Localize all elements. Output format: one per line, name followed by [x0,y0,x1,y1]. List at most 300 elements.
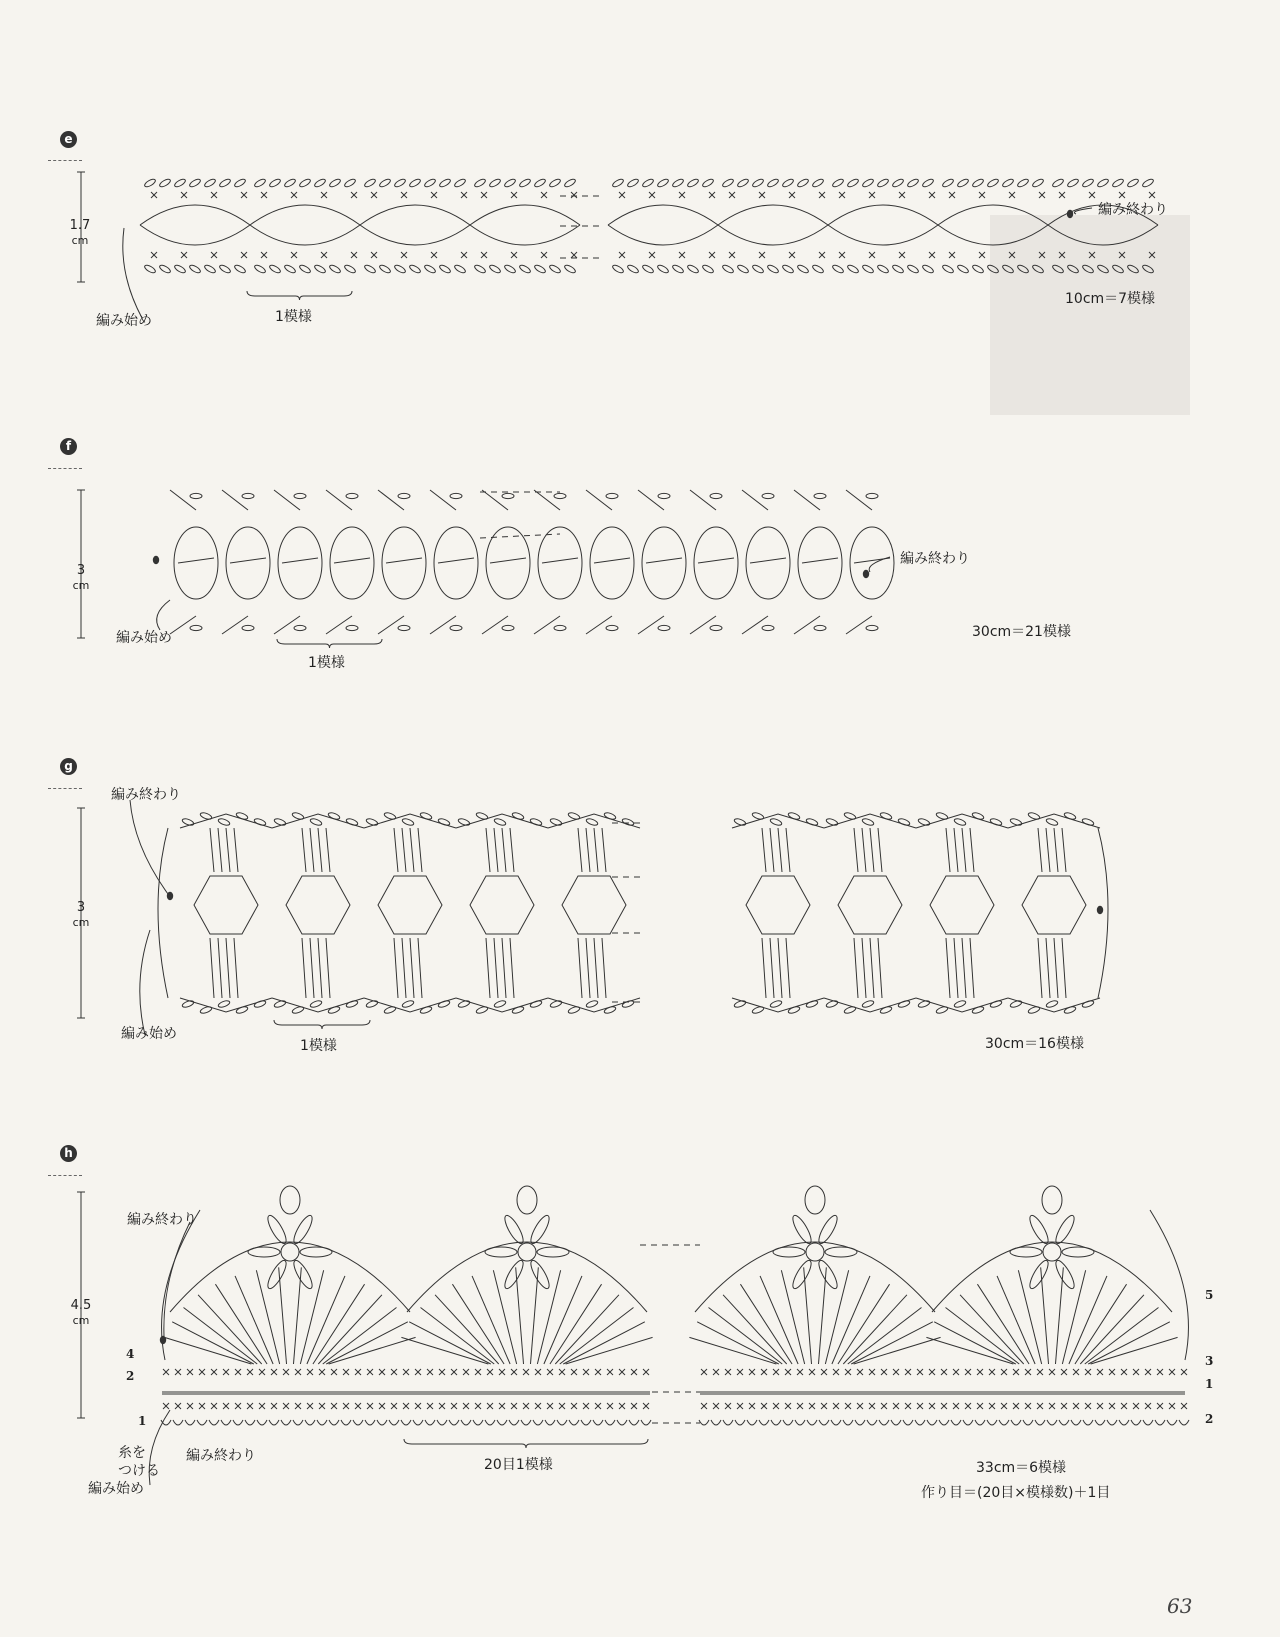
section-g-stitch [502,938,506,998]
section-h-attach-label-2: つける [118,1463,160,1479]
section-h-picot [569,1420,579,1425]
section-f-stitch [222,490,248,510]
section-f-end-label: 編み終わり [900,551,970,567]
section-g-stitch [962,938,966,998]
section-e-height [64,218,96,248]
section-h-picot [437,1420,447,1425]
section-g-hex [286,876,350,934]
section-g-chain [475,1006,488,1015]
section-h-fan-stitch [560,1308,634,1364]
section-f-chain [866,625,878,630]
section-e-picot [657,264,670,275]
section-e-picot [269,264,282,275]
section-f-chain [814,493,826,498]
section-h-fan-stitch [421,1308,495,1364]
section-g-arc [732,814,824,828]
section-e-picot [657,178,670,189]
section-h-picot [605,1420,615,1425]
section-h-fan-stitch [566,1337,653,1364]
section-g-chain [365,1000,378,1009]
section-g-chain [879,812,892,821]
section-e-picot [519,264,532,275]
section-e-picot [767,178,780,189]
section-g-stitch [218,828,222,872]
section-h-picot [425,1420,435,1425]
section-g-stitch [318,938,322,998]
section-h-picot [281,1420,291,1425]
section-g-arc [824,998,916,1012]
section-g-chain [291,812,304,821]
section-g-hex [746,876,810,934]
section-g-height-value: 3 [76,900,86,915]
section-g-chain [419,1006,432,1015]
section-e-picot [847,264,860,275]
section-g-chain [567,1006,580,1015]
section-e-picot [284,264,297,275]
section-g-stitch [870,938,874,998]
section-e-badge: e [60,131,77,148]
section-e-picot [254,178,267,189]
section-g-repeat-label: 1模様 [300,1038,337,1054]
section-g-arc [824,814,916,828]
section-g-chain [805,818,818,827]
section-g-arc [1008,814,1100,828]
section-h-fan-arc [932,1242,1172,1312]
section-g-chain [419,812,432,821]
section-h-row-4-left: 4 [126,1347,135,1361]
section-e-picot [219,178,232,189]
section-e-arch [938,205,1048,225]
section-g-stitch [578,828,582,872]
section-g-stitch [510,938,514,998]
section-h-picot [927,1420,937,1425]
section-e-start-leader [123,228,142,318]
section-e-picot [1067,178,1080,189]
section-h-fan-stitch [184,1308,258,1364]
section-f-height-value: 3 [76,563,86,578]
section-g-arc [456,998,548,1012]
section-g-arc [456,814,548,828]
section-g-height-unit: cm [72,916,90,929]
section-h-flower-petal [291,1258,316,1291]
section-h-picot [173,1420,183,1425]
section-g-hex [194,876,258,934]
section-h-picot [795,1420,805,1425]
section-g-chain [437,818,450,827]
section-e-picot [627,264,640,275]
section-g-chain [733,1000,746,1009]
section-h-picot [1119,1420,1129,1425]
section-g-stitch [418,938,422,998]
section-h-picot [389,1420,399,1425]
section-h-picot [629,1420,639,1425]
section-e-picot [892,178,905,189]
section-f-stitch [698,558,734,563]
section-h-picot [245,1420,255,1425]
section-f-stitch [794,490,820,510]
section-h-flower-petal [1053,1213,1078,1246]
section-e-picot [862,178,875,189]
section-e-picot [782,178,795,189]
section-e-picot [564,178,577,189]
section-e-picot [254,264,267,275]
section-h-flower-top [280,1186,300,1214]
section-h-picot [699,1420,709,1425]
section-h-fan-stitch [329,1337,416,1364]
section-g-chain [879,1006,892,1015]
section-e-picot [737,264,750,275]
section-g-chain [843,1006,856,1015]
section-e-picot [189,264,202,275]
section-h-fan-stitch [530,1267,538,1364]
section-g-chain [253,1000,266,1009]
section-g-hex [838,876,902,934]
section-g-chain [989,1000,1002,1009]
section-g-chain [567,812,580,821]
section-e-picot [702,178,715,189]
section-h-end-leader [164,1222,190,1336]
section-f-chain [710,493,722,498]
section-f-height [66,563,96,593]
section-e-picot [159,178,172,189]
section-g-stitch [970,828,974,872]
section-f-repeat-label: 1模様 [308,655,345,671]
section-g-chain [953,818,966,827]
section-e-picot [314,178,327,189]
section-g-chain [327,812,340,821]
section-h-flower-petal [300,1247,332,1257]
section-g-chain [1009,1000,1022,1009]
section-h-picot [617,1420,627,1425]
section-g-chain [475,812,488,821]
section-g-chain [529,818,542,827]
section-g-chain [935,1006,948,1015]
section-e-picot [504,178,517,189]
section-h-picot [735,1420,745,1425]
section-f-chain [502,625,514,630]
section-h-formula: 作り目＝(20目×模様数)＋1目 [921,1485,1111,1501]
section-f-gauge: 30cm＝21模様 [972,624,1071,640]
section-h-badge: h [60,1145,77,1162]
section-f-stitch [438,558,474,563]
section-e-arch [828,205,938,225]
section-g-stitch [494,828,498,872]
section-e-picot [549,178,562,189]
section-f-stitch [802,558,838,563]
section-h-flower-center [806,1243,824,1261]
section-h-picot [1059,1420,1069,1425]
section-e-picot [877,178,890,189]
section-e-picot [364,178,377,189]
section-e-picot [549,264,562,275]
section-h-fan-stitch [279,1267,287,1364]
section-f-stitch [334,558,370,563]
section-e-arch [360,205,470,225]
section-g-chain [733,818,746,827]
section-f-stitch [490,558,526,563]
section-h-fan-stitch [409,1322,491,1364]
section-h-picot [1131,1420,1141,1425]
section-e-picot [627,178,640,189]
section-h-end-label-bottom: 編み終わり [186,1448,256,1464]
section-f-chain [658,625,670,630]
section-e-picot [204,264,217,275]
section-g-chain [603,1006,616,1015]
section-g-chain [603,812,616,821]
section-e-picot [474,178,487,189]
section-e-picot [957,264,970,275]
section-f-stitch [646,558,682,563]
section-g-stitch [954,828,958,872]
section-h-picot [867,1420,877,1425]
section-g-stitch [410,938,414,998]
section-h-flower-petal [790,1213,815,1246]
section-f-stitch [586,616,612,634]
section-e-picot [424,178,437,189]
section-g-chain [181,818,194,827]
section-h-fan-stitch [1055,1267,1063,1364]
section-h-flower-petal [265,1258,290,1291]
section-e-picot [394,264,407,275]
section-h-picot [533,1420,543,1425]
section-g-chain [917,818,930,827]
section-g-hex [930,876,994,934]
section-g-chain [897,1000,910,1009]
section-g-chain [235,812,248,821]
section-h-end-label-top: 編み終わり [127,1212,197,1228]
section-h-picot [879,1420,889,1425]
section-g-chain [769,1000,782,1009]
section-f-stitch [170,490,196,510]
section-g-chain [1045,818,1058,827]
section-e-picot [942,264,955,275]
section-h-picot [233,1420,243,1425]
section-h-start-label: 編み始め [88,1481,144,1497]
section-e-picot [1112,264,1125,275]
section-h-picot [831,1420,841,1425]
section-e-height-value: 1.7 [69,218,91,233]
section-g-chain [971,1006,984,1015]
section-h-picot [1035,1420,1045,1425]
section-f-stitch [430,490,456,510]
section-h-gauge: 33cm＝6模様 [976,1460,1067,1476]
section-g-stitch [954,938,958,998]
section-h-end-dot [160,1336,166,1344]
section-h-fan-stitch [709,1308,783,1364]
section-e-picot [987,178,1000,189]
section-g-stitch [326,938,330,998]
section-h-picot [759,1420,769,1425]
section-g-end-leader [130,800,168,894]
section-e-picot [344,178,357,189]
section-h-fan-stitch [1091,1337,1178,1364]
section-g-chain [235,1006,248,1015]
section-f-stitch [378,616,404,634]
section-e-picot [144,178,157,189]
section-g-chain [621,1000,634,1009]
section-f-chain [658,493,670,498]
section-f-chain [346,493,358,498]
section-h-picot [1143,1420,1153,1425]
section-h-picot [963,1420,973,1425]
section-f-stitch [386,558,422,563]
section-g-arc [916,814,1008,828]
section-g-chain [529,1000,542,1009]
section-f-chain [554,493,566,498]
section-g-arc [180,998,272,1012]
section-e-picot [892,264,905,275]
section-e-picot [972,178,985,189]
section-h-picot [951,1420,961,1425]
section-e-picot [722,178,735,189]
section-e-arch [1048,225,1158,245]
section-g-chain [217,1000,230,1009]
section-g-edge [158,828,168,998]
section-g-chain [861,1000,874,1009]
section-h-picot [401,1420,411,1425]
section-h-picot [317,1420,327,1425]
section-h-picot [497,1420,507,1425]
section-e-picot [454,178,467,189]
section-g-stitch [946,828,950,872]
section-g-stitch [854,828,858,872]
section-g-stitch [578,938,582,998]
section-h-picot [449,1420,459,1425]
section-h-picot [341,1420,351,1425]
section-f-stitch [846,616,872,634]
section-f-chain [710,625,722,630]
section-e-picot [832,264,845,275]
section-h-fan-stitch [516,1267,524,1364]
section-h-picot [1095,1420,1105,1425]
section-e-arch [470,205,580,225]
section-h-picot [221,1420,231,1425]
section-h-fan-stitch [843,1295,907,1364]
section-e-arch [470,225,580,245]
section-e-picot [922,264,935,275]
section-h-flower-petal [485,1247,517,1257]
section-g-arc [732,998,824,1012]
section-g-stitch [1062,938,1066,998]
section-f-stitch [742,490,768,510]
section-g-chain [621,818,634,827]
section-g-chain [199,812,212,821]
section-g-chain [493,818,506,827]
section-h-fan-stitch [854,1337,941,1364]
section-f-chain [606,625,618,630]
section-h-row-2-left: 2 [126,1369,135,1383]
section-g-hex [1022,876,1086,934]
section-f-stitch [750,558,786,563]
section-g-chain [345,818,358,827]
section-h-picot [413,1420,423,1425]
section-h-picot [723,1420,733,1425]
section-e-picot [439,178,452,189]
section-f-repeat-brace [277,639,382,648]
section-g-stitch [1046,828,1050,872]
section-e-picot [687,264,700,275]
section-h-fan-stitch [804,1267,812,1364]
section-e-picot [489,264,502,275]
section-e-picot [752,264,765,275]
section-g-chain [585,1000,598,1009]
section-g-chain [253,818,266,827]
section-h-attach-label-1: 糸を [118,1445,146,1461]
section-h-picot [257,1420,267,1425]
section-e-picot [1067,264,1080,275]
section-h-flower-center [281,1243,299,1261]
section-f-badge: f [60,438,77,455]
section-e-picot [752,178,765,189]
section-g-stitch [770,938,774,998]
section-g-hex [562,876,626,934]
section-f-chain [398,493,410,498]
section-h-flower-petal [1053,1258,1078,1291]
section-g-stitch [226,938,230,998]
section-h-picot [855,1420,865,1425]
section-g-arc [548,998,640,1012]
section-h-fan-stitch [1085,1308,1159,1364]
section-g-chain [769,818,782,827]
section-e-picot [907,178,920,189]
section-e-picot [672,264,685,275]
section-e-picot [1127,178,1140,189]
section-g-chain [585,818,598,827]
section-e-picot [1097,264,1110,275]
section-h-picot [1167,1420,1177,1425]
section-h-flower-top [1042,1186,1062,1214]
section-e-picot [1127,264,1140,275]
section-e-arch [938,225,1048,245]
section-e-picot [832,178,845,189]
section-g-chain [1063,812,1076,821]
section-f-stitch [326,616,352,634]
section-h-fan-arc [170,1242,410,1312]
section-g-chain [199,1006,212,1015]
section-h-picot [1023,1420,1033,1425]
section-h-flower-petal [265,1213,290,1246]
section-g-chain [989,818,1002,827]
section-e-picot [454,264,467,275]
section-h-picot [903,1420,913,1425]
section-f-stitch [794,616,820,634]
section-e-picot [722,264,735,275]
section-g-stitch [962,828,966,872]
section-g-stitch [318,828,322,872]
section-e-arch [140,205,250,225]
section-g-start-leader [140,930,150,1035]
section-h-picot [711,1420,721,1425]
section-h-picot [975,1420,985,1425]
section-g-stitch [234,828,238,872]
section-h-flower-petal [790,1258,815,1291]
section-h-picot [581,1420,591,1425]
section-g-chain [365,818,378,827]
section-h-picot [329,1420,339,1425]
section-f-stitch [170,616,196,634]
section-g-chain [327,1006,340,1015]
section-e-arch [140,225,250,245]
section-e-picot [767,264,780,275]
section-h-picot [485,1420,495,1425]
page-number: 63 [1167,1594,1193,1618]
section-g-chain [401,818,414,827]
section-e-picot [424,264,437,275]
section-h-fan-stitch [563,1322,645,1364]
section-g-chain [805,1000,818,1009]
section-h-height-unit: cm [72,1314,90,1327]
section-e-picot [1017,178,1030,189]
